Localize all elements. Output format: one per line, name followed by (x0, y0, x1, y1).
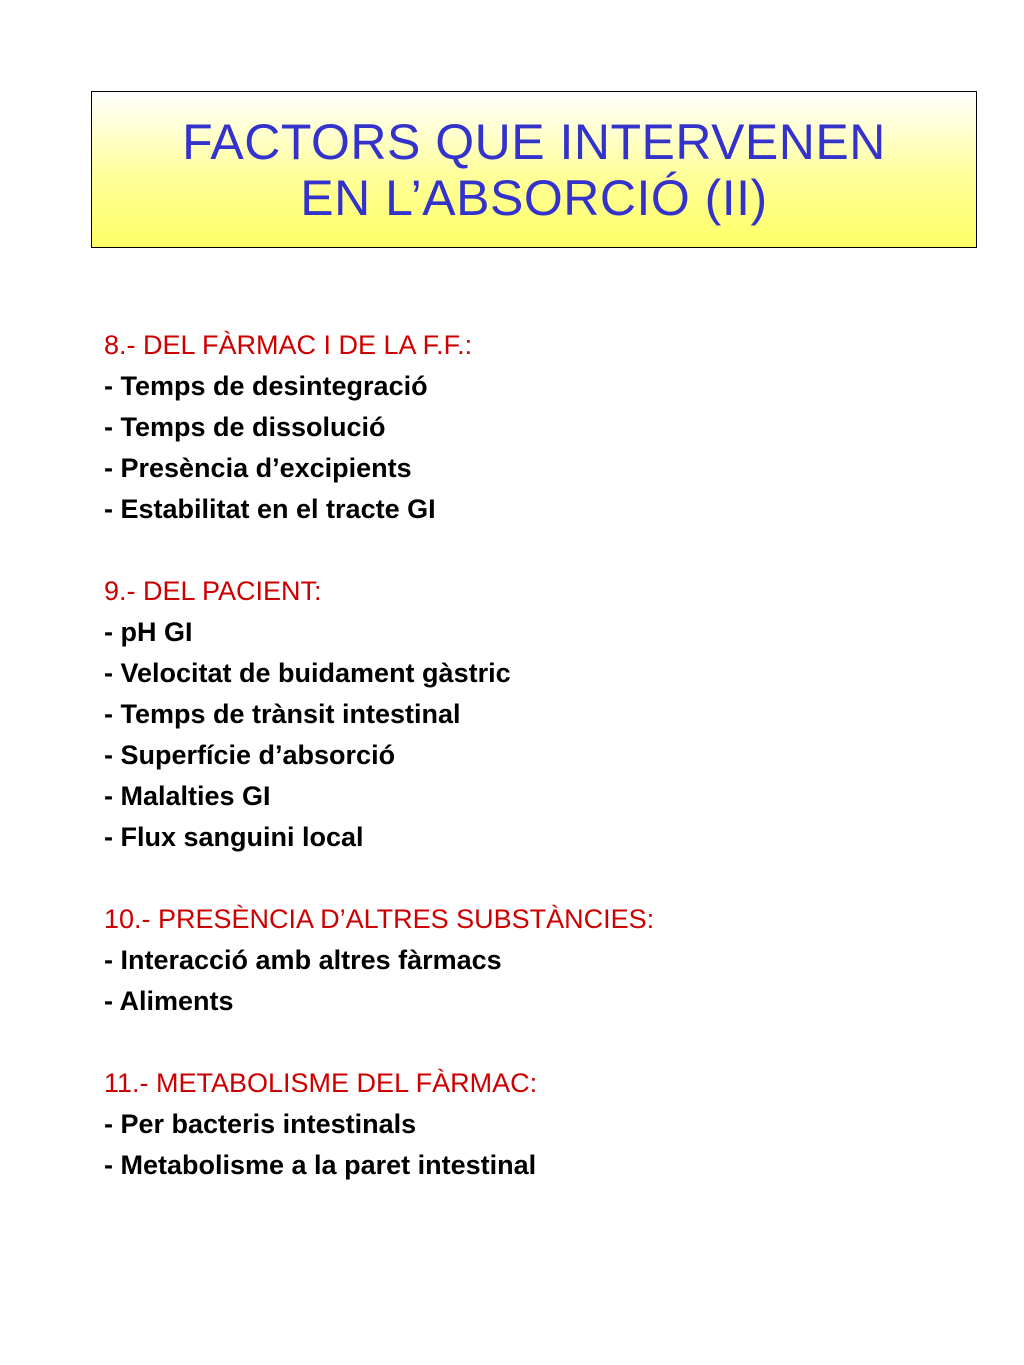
section-heading: 10.- PRESÈNCIA D’ALTRES SUBSTÀNCIES: (104, 904, 655, 934)
list-item: - Estabilitat en el tracte GI (104, 494, 436, 524)
list-item: - Flux sanguini local (104, 822, 364, 852)
section-substancies (104, 899, 984, 1022)
list-item: - Temps de dissolució (104, 412, 386, 442)
list-item: - Superfície d’absorció (104, 740, 396, 770)
list-item: - Velocitat de buidament gàstric (104, 658, 511, 688)
list-item: - Temps de desintegració (104, 371, 428, 401)
content (104, 325, 984, 1227)
list-item: - Aliments (104, 986, 234, 1016)
list-item: - Interacció amb altres fàrmacs (104, 945, 502, 975)
title-line-1: FACTORS QUE INTERVENEN (182, 113, 886, 170)
title-line-2: EN L’ABSORCIÓ (II) (300, 169, 768, 226)
section-metabolisme (104, 1063, 984, 1186)
section-heading: 8.- DEL FÀRMAC I DE LA F.F.: (104, 330, 473, 360)
list-item: - Malalties GI (104, 781, 271, 811)
section-heading: 11.- METABOLISME DEL FÀRMAC: (104, 1068, 538, 1098)
list-item: - Metabolisme a la paret intestinal (104, 1150, 537, 1180)
list-item: - Presència d’excipients (104, 453, 412, 483)
list-item: - pH GI (104, 617, 193, 647)
title-box (91, 91, 977, 248)
list-item: - Per bacteris intestinals (104, 1109, 417, 1139)
section-farmac (104, 325, 984, 530)
list-item: - Temps de trànsit intestinal (104, 699, 461, 729)
section-heading: 9.- DEL PACIENT: (104, 576, 322, 606)
section-pacient (104, 571, 984, 858)
